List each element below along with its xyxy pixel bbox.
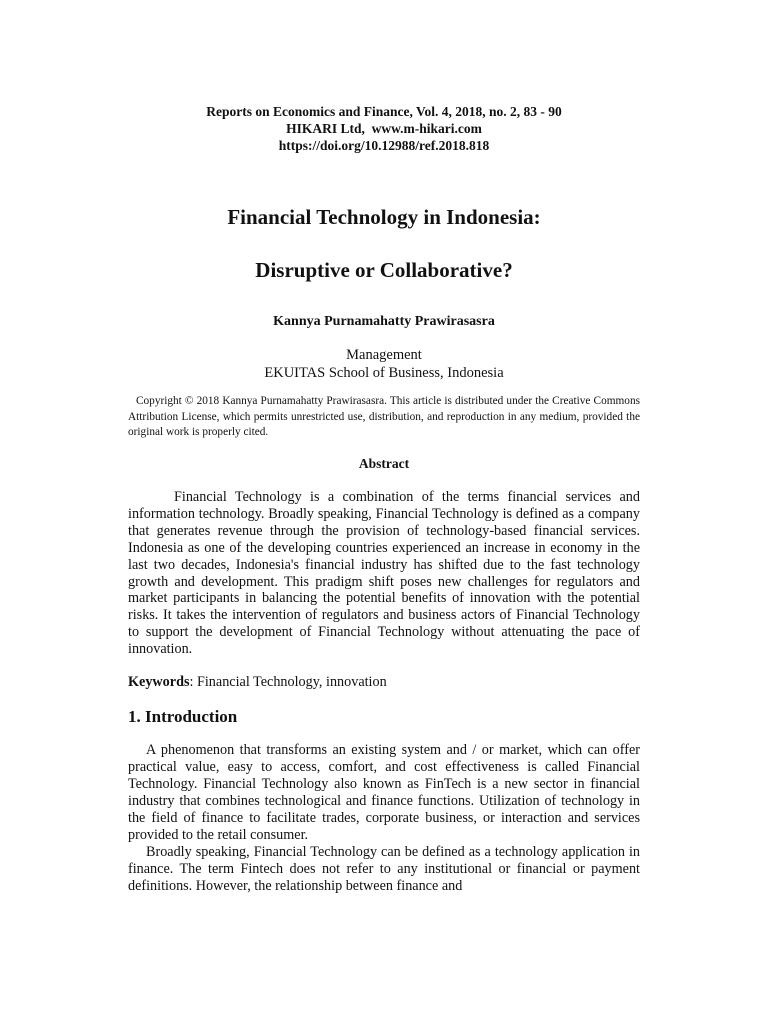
keywords-label: Keywords (128, 674, 190, 690)
author-department: Management (346, 347, 422, 363)
doi-line: https://doi.org/10.12988/ref.2018.818 (278, 138, 490, 153)
author-institution: EKUITAS School of Business, Indonesia (264, 365, 504, 381)
journal-citation: Reports on Economics and Finance, Vol. 4, 2018, no. 2, 83 - 90 (206, 104, 562, 119)
author-name: Kannya Purnamahatty Prawirasasra (273, 314, 495, 329)
abstract-heading: Abstract (358, 456, 410, 471)
paper-title-line-2: Disruptive or Collaborative? (255, 258, 513, 282)
publisher-line: HIKARI Ltd, www.m-hikari.com (286, 121, 482, 136)
section-heading-introduction: 1. Introduction (128, 707, 238, 726)
introduction-paragraph: A phenomenon that transforms an existing system and / or market, which can offer practical value, easy to access, comfort, and cost effectiveness is called Financial Technology. Financial Technology also known as FinTech is a new sector in financial industry that combines technological and finance functions. Utilization of technology in the field of finance to facilitate trades, corporate business, or interaction and services provided to the retail consumer. (128, 742, 640, 843)
keywords-text: : Financial Technology, innovation (189, 674, 387, 690)
copyright-notice: Copyright © 2018 Kannya Purnamahatty Prawirasasra. This article is distributed under the Creative Commons Attribution License, which permits unrestricted use, distribution, and reproduction in any medium, provided the original work is properly cited. (128, 395, 640, 439)
keywords-line (128, 674, 640, 691)
journal-header (0, 103, 768, 154)
abstract-body: Financial Technology is a combination of the terms financial services and information technology. Broadly speaking, Financial Technology is defined as a company that generates revenue through the provision of technology-based financial services. Indonesia as one of the developing countries experienced an increase in economy in the last two decades, Indonesia's financial industry has shifted due to the fast technology growth and development. This pradigm shift poses new challenges for regulators and market participants in balancing the potential benefits of innovation with the potential risks. It takes the intervention of regulators and business actors of Financial Technology to support the development of Financial Technology without attenuating the pace of innovation. (128, 489, 640, 658)
author-affiliation (0, 346, 768, 382)
paper-title-line-1: Financial Technology in Indonesia: (227, 205, 541, 229)
introduction-paragraph: Broadly speaking, Financial Technology can be defined as a technology application in finance. The term Fintech does not refer to any institutional or financial or payment definitions. However, the relationship between finance and (128, 844, 640, 894)
